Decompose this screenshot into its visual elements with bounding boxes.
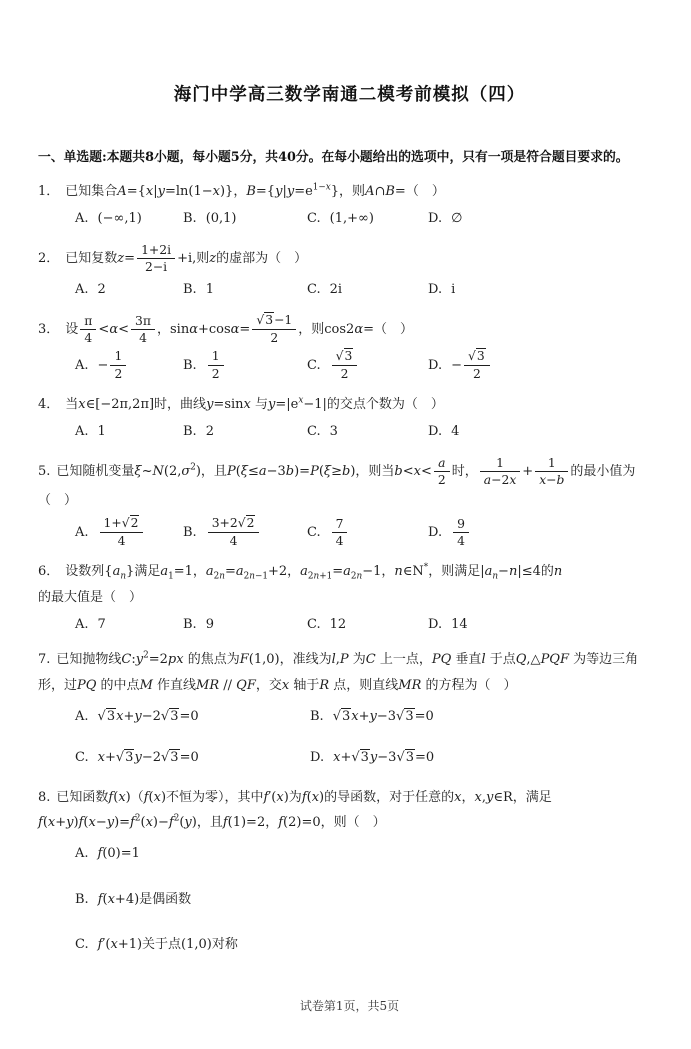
option-content: (1,+∞) — [329, 211, 374, 227]
question-2 — [38, 242, 661, 303]
option-label: A. — [75, 708, 89, 724]
option-label: A. — [75, 424, 89, 440]
question-text: 已知复数z= $\frac{1+2i}{2-i}$ +i,则z的虚部为（ ） — [65, 242, 308, 274]
question-text: 已知抛物线$C:y^2=2px$ 的焦点为F(1,0)，准线为l,P 为C 上一点，PQ 垂直l 于点Q,△PQF 为等边三角形，过PQ 的中点M 作直线MR // QF，交x 轴于R 点，则直线MR 的方程为（ ） — [38, 650, 639, 693]
option-label: C. — [307, 357, 321, 373]
question-number: 5. — [38, 463, 51, 479]
question-8 — [38, 785, 661, 958]
questions-list — [38, 177, 661, 977]
option-content: 9 — [205, 616, 214, 632]
option-a — [75, 612, 183, 637]
question-text: 设数列$\{a_n\}$满足$a_1=1$，$a_{2n}=a_{2n-1}+2$，$a_{2n+1}=a_{2n}-1$，n∈N*，则满足$|a_n-n|\le 4$的n的最大值是（ ） — [38, 562, 563, 605]
question-options — [75, 612, 661, 637]
question-text: 已知函数f(x)（f(x)不恒为零），其中f′(x)为f(x)的导函数，对于任意的x，x,y∈R，满足 $f(x+y)f(x-y)=f^2(x)-f^2(y)$，且f(1)=2，f(2)=0，则（ ） — [38, 789, 552, 830]
option-content: − $\frac{√3}{2}$ — [451, 358, 492, 373]
option-content: f′(x+1)关于点(1,0)对称 — [97, 936, 238, 952]
question-number: 1． — [38, 184, 60, 200]
option-a — [75, 841, 661, 866]
option-label: B. — [183, 616, 197, 632]
option-a — [75, 206, 183, 231]
option-a — [75, 419, 183, 444]
option-b — [183, 277, 307, 302]
option-content: $\frac{7}{4}$ — [330, 525, 350, 540]
option-content: 1 — [205, 282, 214, 298]
option-content: 12 — [329, 616, 347, 632]
question-body — [38, 392, 661, 417]
option-content: 14 — [451, 616, 468, 632]
option-c — [307, 419, 428, 444]
option-b — [183, 419, 307, 444]
option-c — [307, 516, 428, 549]
option-content: x+√3y−2√3=0 — [97, 750, 199, 766]
option-label: B. — [75, 891, 89, 907]
option-content: √3x+y−2√3=0 — [97, 708, 199, 724]
option-c — [75, 932, 661, 957]
option-d — [310, 745, 661, 770]
option-content: 2 — [205, 424, 214, 440]
option-label: A. — [75, 524, 89, 540]
question-number: 8. — [38, 789, 51, 805]
question-body — [38, 559, 661, 610]
question-body — [38, 455, 661, 514]
question-5 — [38, 455, 661, 549]
option-content: x+√3y−3√3=0 — [333, 750, 435, 766]
option-label: C. — [75, 936, 89, 952]
question-number: 3． — [38, 321, 60, 337]
option-label: D. — [428, 524, 443, 540]
option-content: ∅ — [451, 211, 463, 227]
option-a — [75, 515, 183, 549]
question-options — [75, 704, 661, 771]
question-body — [38, 242, 661, 275]
page-title: 海门中学高三数学南通二模考前模拟（四） — [173, 85, 526, 105]
option-content: $\frac{3+2√2}{4}$ — [206, 525, 262, 540]
option-label: A. — [75, 357, 89, 373]
option-d — [428, 516, 661, 549]
option-content: (0,1) — [205, 211, 237, 227]
option-label: B. — [183, 524, 197, 540]
question-number: 6． — [38, 564, 60, 580]
option-d — [428, 348, 661, 382]
option-b — [310, 704, 661, 729]
question-number: 7. — [38, 652, 51, 668]
question-options — [75, 277, 661, 302]
question-text: 设 $\frac{\pi}{4}$ <α< $\frac{3\pi}{4}$ ，sinα+cosα= $\frac{√3-1}{2}$ ，则cos2α=（ ） — [65, 313, 414, 346]
option-label: B. — [183, 211, 197, 227]
option-content: 4 — [451, 424, 460, 440]
option-content: i — [451, 282, 456, 298]
question-4 — [38, 392, 661, 445]
option-label: C. — [75, 750, 89, 766]
option-content: 3 — [329, 424, 338, 440]
option-label: B. — [183, 424, 197, 440]
question-options — [75, 515, 661, 549]
option-label: D. — [428, 424, 443, 440]
option-content: $\frac{1}{2}$ — [206, 358, 226, 373]
option-b — [183, 206, 307, 231]
option-a — [75, 704, 310, 729]
option-d — [428, 612, 661, 637]
page-footer: 试卷第1页，共5页 — [299, 999, 400, 1014]
question-body — [38, 179, 661, 204]
option-c — [307, 206, 428, 231]
question-3 — [38, 312, 661, 382]
option-label: B. — [183, 282, 197, 298]
option-label: A. — [75, 846, 89, 862]
option-label: A. — [75, 616, 89, 632]
question-body — [38, 312, 661, 346]
option-label: D. — [310, 750, 325, 766]
option-label: D. — [428, 282, 443, 298]
option-label: B. — [183, 357, 197, 373]
option-b — [75, 887, 661, 912]
question-body — [38, 785, 661, 836]
option-a — [75, 348, 183, 381]
question-text: 当x∈[−2π,2π]时，曲线y=sinx 与$y=|e^x-1|$的交点个数为（ ） — [65, 395, 444, 413]
option-label: D. — [428, 211, 443, 227]
option-content: 1 — [97, 424, 106, 440]
question-options — [75, 348, 661, 382]
option-content: $\frac{1+√2}{4}$ — [98, 525, 146, 540]
question-7 — [38, 647, 661, 770]
option-label: D. — [428, 357, 443, 373]
option-label: C. — [307, 211, 321, 227]
option-b — [183, 348, 307, 381]
option-d — [428, 277, 661, 302]
option-content: − $\frac{1}{2}$ — [98, 358, 129, 373]
option-label: C. — [307, 524, 321, 540]
option-content: f(0)=1 — [97, 846, 140, 862]
option-label: A. — [75, 211, 89, 227]
option-label: B. — [310, 708, 324, 724]
option-content: $\frac{9}{4}$ — [451, 525, 471, 540]
option-content: $\frac{√3}{2}$ — [330, 358, 360, 373]
question-body — [38, 647, 661, 698]
option-content: 2 — [97, 282, 106, 298]
question-options — [75, 841, 661, 957]
option-content: √3x+y−3√3=0 — [332, 708, 434, 724]
option-b — [183, 612, 307, 637]
question-options — [75, 206, 661, 231]
question-1 — [38, 179, 661, 232]
option-d — [428, 206, 661, 231]
question-options — [75, 419, 661, 444]
option-c — [307, 277, 428, 302]
option-label: C. — [307, 282, 321, 298]
question-number: 4． — [38, 397, 60, 413]
question-6 — [38, 559, 661, 637]
option-label: A. — [75, 282, 89, 298]
option-content: f(x+4)是偶函数 — [97, 891, 192, 907]
option-label: C. — [307, 616, 321, 632]
option-a — [75, 277, 183, 302]
question-text: 已知集合A={x|y=ln(1−x)}，$B=\{y|y=e^{1-x}\}$，则A∩B=（ ） — [65, 182, 445, 200]
section-header: 一、单选题:本题共8小题，每小题5分，共40分。在每小题给出的选项中，只有一项是符合题目要求的。 — [38, 150, 629, 166]
question-number: 2． — [38, 250, 60, 266]
option-content: 7 — [97, 616, 106, 632]
option-c — [307, 612, 428, 637]
question-text: 已知随机变量$\xi\sim N(2,\sigma^2)$，且P(ξ≤a−3b)=P(ξ≥b)，则当b<x< $\frac{a}{2}$ 时， $\frac{1}{a-2x}$ + $\frac{1}{x-b}$ 的最小值为（ ） — [38, 455, 636, 509]
option-label: C. — [307, 424, 321, 440]
option-d — [428, 419, 661, 444]
option-b — [183, 515, 307, 549]
option-c — [75, 745, 310, 770]
option-label: D. — [428, 616, 443, 632]
option-content: (−∞,1) — [97, 211, 142, 227]
option-content: 2i — [329, 282, 343, 298]
option-c — [307, 348, 428, 382]
